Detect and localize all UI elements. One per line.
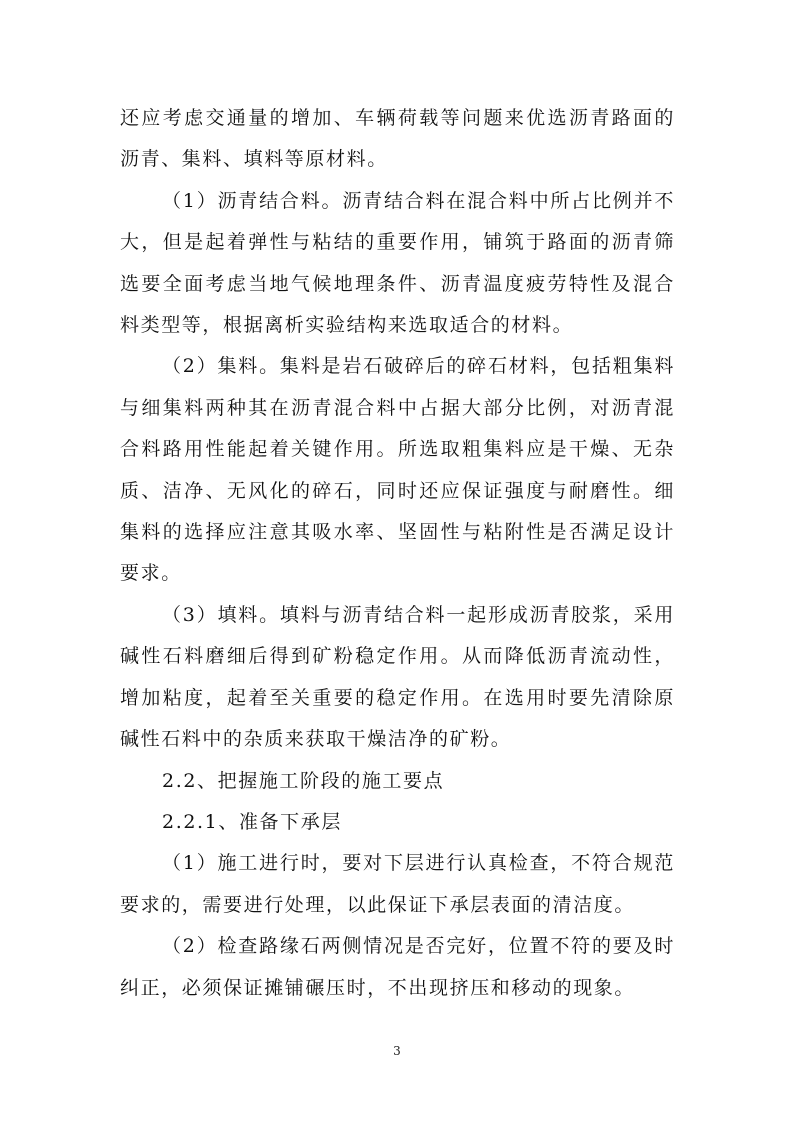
- page-number: 3: [393, 1044, 401, 1058]
- paragraph-curb-check: （2）检查路缘石两侧情况是否完好，位置不符的要及时纠正，必须保证摊铺碾压时，不出现挤压和移动的现象。: [120, 935, 675, 999]
- section-heading-2-2-1: 2.2.1、准备下承层: [162, 810, 342, 833]
- section-heading-2-2: 2.2、把握施工阶段的施工要点: [162, 769, 445, 792]
- paragraph-asphalt-binder: （1）沥青结合料。沥青结合料在混合料中所占比例并不大，但是起着弹性与粘结的重要作用，铺筑于路面的沥青筛选要全面考虑当地气候地理条件、沥青温度疲劳特性及混合料类型等，根据离析实验结构来选取适合的材料。: [120, 189, 675, 337]
- paragraph-inspection: （1）施工进行时，要对下层进行认真检查，不符合规范要求的，需要进行处理，以此保证下承层表面的清洁度。: [120, 852, 675, 916]
- paragraph-continuation: 还应考虑交通量的增加、车辆荷载等问题来优选沥青路面的沥青、集料、填料等原材料。: [120, 107, 675, 171]
- paragraph-filler: （3）填料。填料与沥青结合料一起形成沥青胶浆，采用碱性石料磨细后得到矿粉稳定作用。从而降低沥青流动性，增加粘度，起着至关重要的稳定作用。在选用时要先清除原碱性石料中的杂质来获取干燥洁净的矿粉。: [120, 603, 675, 751]
- paragraph-aggregate: （2）集料。集料是岩石破碎后的碎石材料，包括粗集料与细集料两种其在沥青混合料中占据大部分比例，对沥青混合料路用性能起着关键作用。所选取粗集料应是干燥、无杂质、洁净、无风化的碎石，同时还应保证强度与耐磨性。细集料的选择应注意其吸水率、坚固性与粘附性是否满足设计要求。: [120, 355, 675, 585]
- document-body: [120, 98, 675, 1009]
